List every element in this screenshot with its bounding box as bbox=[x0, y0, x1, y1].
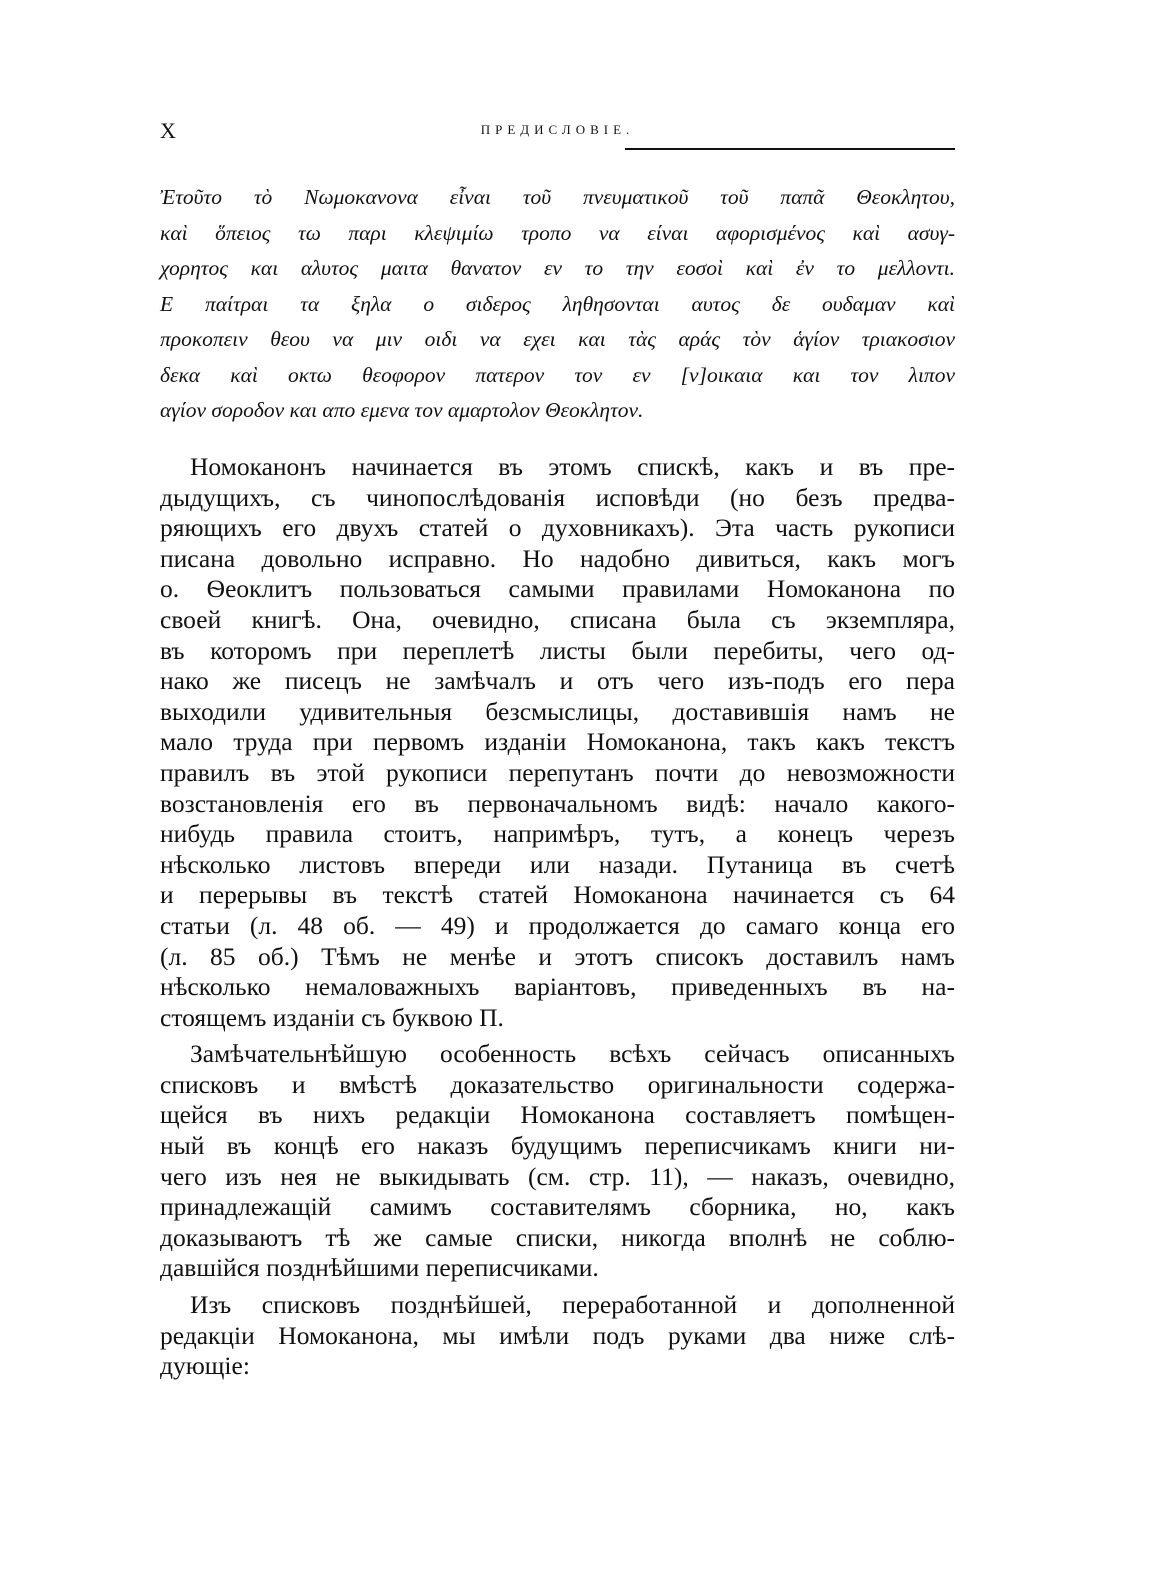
greek-quote-line: δεκα καὶ οκτω θεοφορον πατερον τον εν [ν]οικαια και τον λιπον bbox=[160, 362, 955, 387]
paragraph-line: Номоканонъ начинается въ этомъ спискѣ, какъ и въ пре- bbox=[190, 452, 955, 481]
paragraph-line: въ которомъ при переплетѣ листы были перебиты, чего од- bbox=[160, 635, 955, 665]
page-header bbox=[160, 118, 955, 158]
paragraph-line: Замѣчательнѣйшую особенность всѣхъ сейчасъ описанныхъ bbox=[190, 1039, 955, 1069]
paragraph bbox=[160, 1290, 955, 1382]
paragraph-line: (л. 85 об.) Тѣмъ не менѣе и этотъ списокъ доставилъ намъ bbox=[160, 941, 955, 971]
greek-quote-line: προκοπειν θεου να μιν οιδι να εχει και τὰς αράς τὸν ἁγίον τριακοσιον bbox=[160, 327, 955, 351]
greek-quote-line: καὶ ὅπειος τω παρι κλεψιμίω τροπο να είναι αφορισμένος καὶ ασυγ- bbox=[160, 220, 955, 245]
page-number: X bbox=[160, 118, 177, 143]
greek-quote-line: Ἐτοῦτο τὸ Νωμοκανονα εἶναι τοῦ πνευματικοῦ τοῦ παπᾶ Θεοκλητου, bbox=[160, 185, 955, 209]
greek-quote bbox=[160, 180, 955, 429]
paragraph-line: своей книгѣ. Она, очевидно, списана была съ экземпляра, bbox=[160, 604, 955, 634]
paragraph-line: чего изъ нея не выкидывать (см. стр. 11), — наказъ, очевидно, bbox=[160, 1161, 955, 1191]
paragraph-line: щейся въ нихъ редакціи Номоканона составляетъ помѣщен- bbox=[160, 1100, 955, 1130]
body-text bbox=[160, 452, 955, 1388]
paragraph-line: дующіе: bbox=[160, 1351, 250, 1381]
paragraph-line: мало труда при первомъ изданіи Номоканона, такъ какъ текстъ bbox=[160, 727, 955, 757]
paragraph-line: о. Ѳеоклитъ пользоваться самыми правилами Номоканона по bbox=[160, 574, 955, 604]
paragraph-line: дыдущихъ, съ чинопослѣдованія исповѣди (но безъ предва- bbox=[160, 482, 955, 512]
paragraph bbox=[160, 1039, 955, 1284]
greek-quote-line: χορητος και αλυτος μαιτα θανατον εν το την εοσοὶ καὶ ἐν το μελλοντι. bbox=[160, 256, 955, 280]
paragraph-line: нѣсколько листовъ впереди или назади. Путаница въ счетѣ bbox=[160, 849, 955, 879]
paragraph bbox=[160, 452, 955, 1033]
paragraph-line: нибудь правила стоитъ, напримѣръ, тутъ, а конецъ черезъ bbox=[160, 819, 955, 849]
running-title: ПРЕДИСЛОВІЕ. bbox=[480, 122, 635, 137]
paragraph-line: давшійся позднѣйшими переписчиками. bbox=[160, 1253, 599, 1283]
paragraph-line: доказываютъ тѣ же самые списки, никогда вполнѣ не соблю- bbox=[160, 1222, 955, 1252]
greek-quote-line: αγίον σοροδον και απο εμενα τον αμαρτολον Θεοκλητον. bbox=[160, 398, 644, 422]
paragraph-line: списковъ и вмѣстѣ доказательство оригинальности содержа- bbox=[160, 1069, 955, 1099]
paragraph-line: выходили удивительныя безсмыслицы, доставившія намъ не bbox=[160, 696, 955, 726]
paragraph-line: ный въ концѣ его наказъ будущимъ переписчикамъ книги ни- bbox=[160, 1131, 955, 1161]
paragraph-line: возстановленія его въ первоначальномъ видѣ: начало какого- bbox=[160, 788, 955, 818]
paragraph-line: редакціи Номоканона, мы имѣли подъ руками два ниже слѣ- bbox=[160, 1320, 955, 1350]
paragraph-line: ряющихъ его двухъ статей о духовникахъ). Эта часть рукописи bbox=[160, 513, 955, 543]
paragraph-line: нѣсколько немаловажныхъ варіантовъ, приведенныхъ въ на- bbox=[160, 972, 955, 1002]
greek-quote-line: Ε παίτραι τα ξηλα ο σιδερος ληθησονται αυτος δε ουδαμαν καὶ bbox=[160, 291, 955, 316]
paragraph-line: писана довольно исправно. Но надобно дивиться, какъ могъ bbox=[160, 543, 955, 573]
paragraph-line: стоящемъ изданіи съ буквою П. bbox=[160, 1002, 504, 1032]
paragraph-line: статьи (л. 48 об. — 49) и продолжается до самаго конца его bbox=[160, 910, 955, 940]
paragraph-line: Изъ списковъ позднѣйшей, переработанной и дополненной bbox=[190, 1290, 955, 1320]
paragraph-line: нако же писецъ не замѣчалъ и отъ чего изъ-подъ его пера bbox=[160, 666, 955, 696]
header-rule bbox=[625, 148, 955, 150]
paragraph-line: принадлежащій самимъ составителямъ сборника, но, какъ bbox=[160, 1192, 955, 1222]
paragraph-line: и перерывы въ текстѣ статей Номоканона начинается съ 64 bbox=[160, 880, 955, 910]
paragraph-line: правилъ въ этой рукописи перепутанъ почти до невозможности bbox=[160, 757, 955, 787]
